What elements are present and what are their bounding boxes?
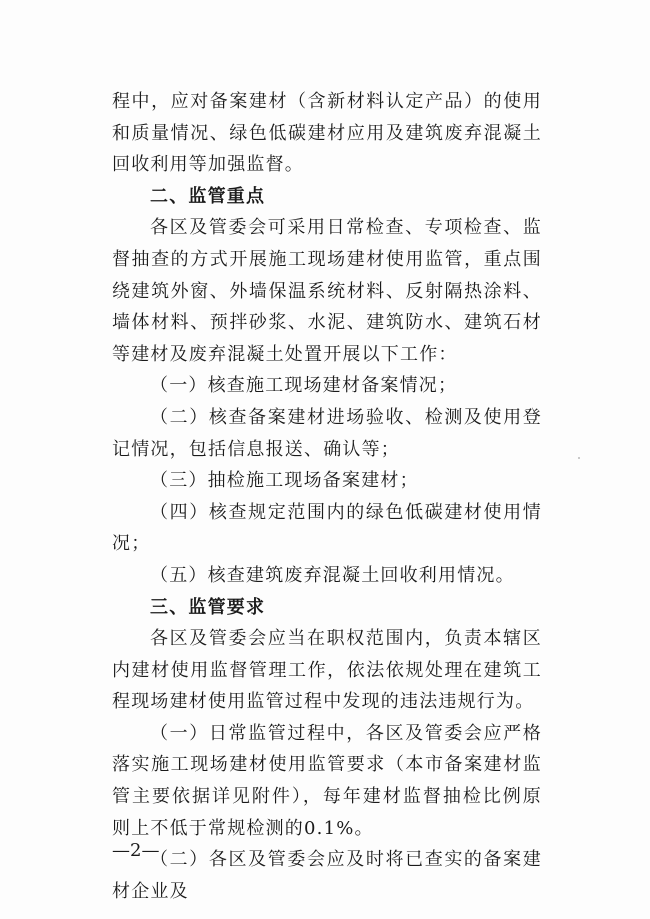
section-2-item-1: （一）核查施工现场建材备案情况；: [150, 375, 458, 397]
section-2-item-3: （三）抽检施工现场备案建材；: [150, 470, 419, 492]
section-3-item-2: （二）各区及管委会应及时将已查实的备案建材企业及: [112, 849, 542, 902]
document-body: [112, 86, 542, 907]
section-2-heading: 二、监管重点: [150, 185, 266, 207]
section-3-item-1: （一）日常监管过程中，各区及管委会应严格落实施工现场建材使用监管要求（本市备案建材监管主要依据详见附件），每年建材监督抽检比例原则上不低于常规检测的0.1%。: [112, 722, 542, 839]
section-3-heading: 三、监管要求: [150, 596, 266, 618]
section-2-item-5: （五）核查建筑废弃混凝土回收利用情况。: [150, 564, 515, 586]
page-number: —2—: [112, 840, 160, 861]
section-2-paragraph: 各区及管委会可采用日常检查、专项检查、监督抽查的方式开展施工现场建材使用监管，重点围绕建筑外窗、外墙保温系统材料、反射隔热涂料、墙体材料、预拌砂浆、水泥、建筑防水、建筑石材等建材及废弃混凝土处置开展以下工作：: [112, 217, 542, 365]
intro-continuation-paragraph: 程中，应对备案建材（含新材料认定产品）的使用和质量情况、绿色低碳建材应用及建筑废弃混凝土回收利用等加强监督。: [112, 91, 542, 176]
section-3-paragraph: 各区及管委会应当在职权范围内，负责本辖区内建材使用监督管理工作，依法依规处理在建筑工程现场建材使用监管过程中发现的违法违规行为。: [112, 628, 542, 713]
section-2-item-2: （二）核查备案建材进场验收、检测及使用登记情况，包括信息报送、确认等；: [112, 406, 542, 460]
scan-speck: [578, 457, 580, 459]
section-2-item-4: （四）核查规定范围内的绿色低碳建材使用情况；: [112, 501, 542, 555]
